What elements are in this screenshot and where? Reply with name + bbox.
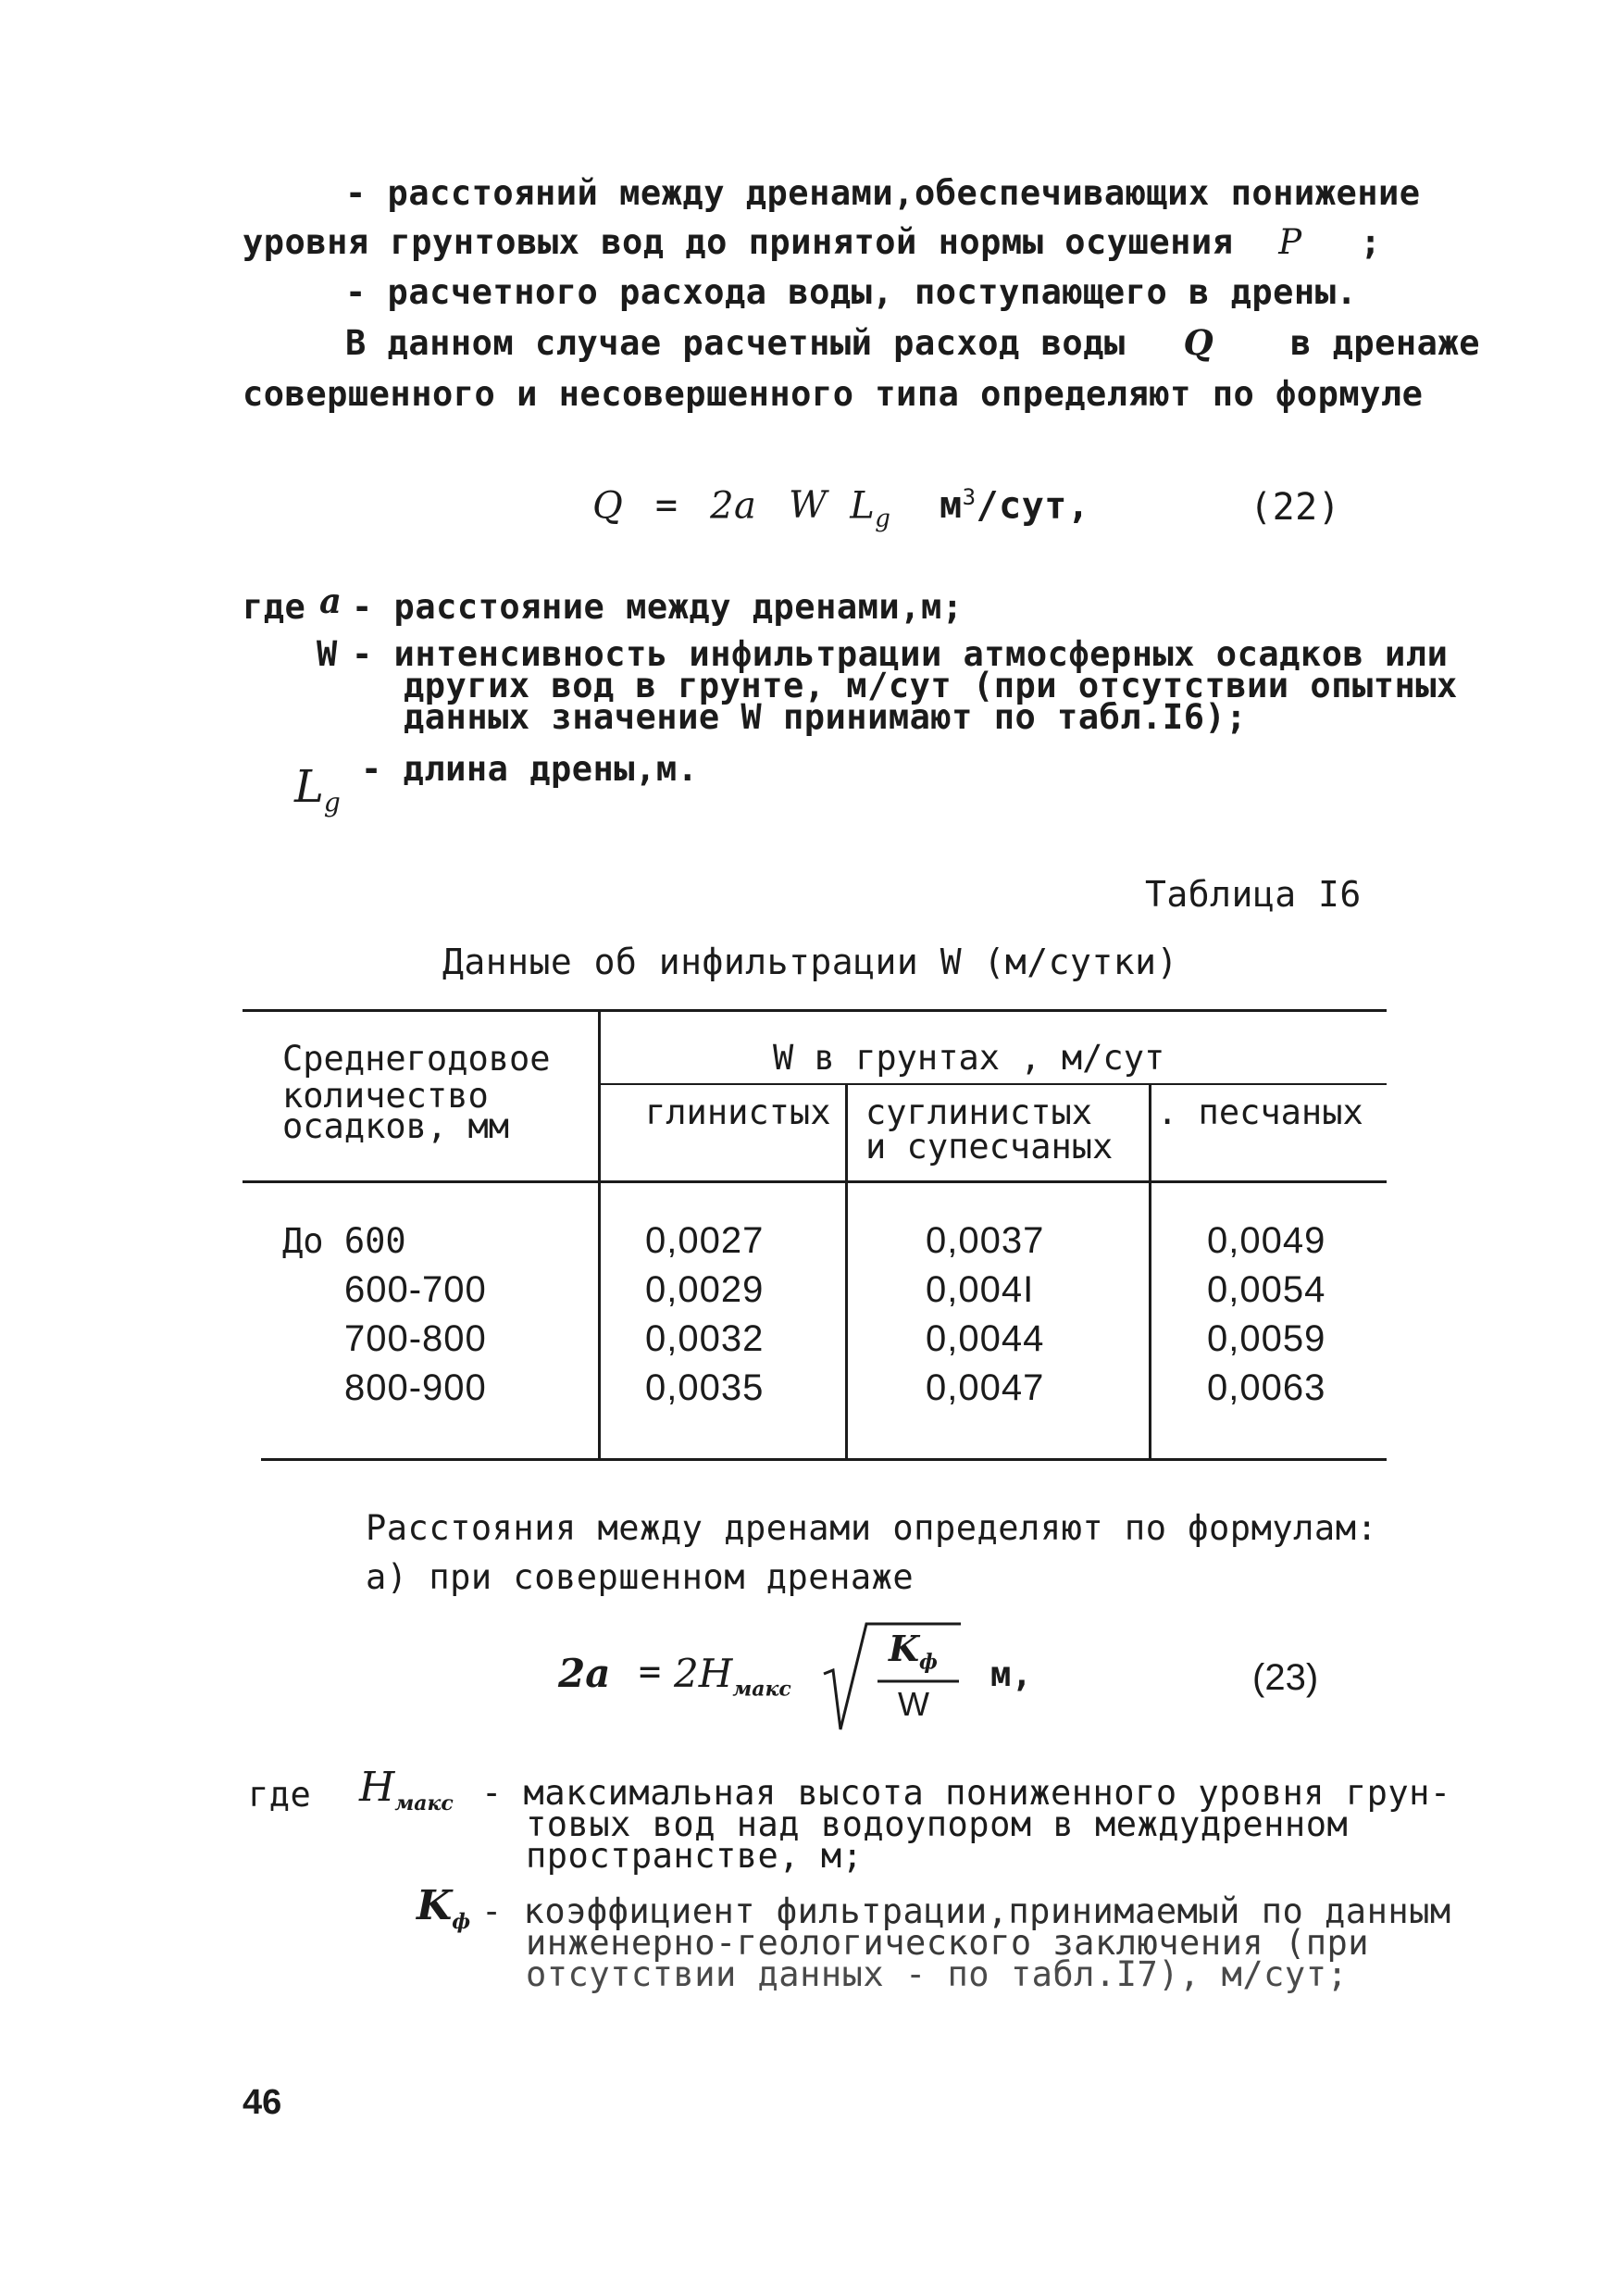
formula-23-num-letter: K	[889, 1628, 920, 1669]
row-label: 600-700	[344, 1269, 487, 1310]
formula-22-a: 2a	[710, 484, 757, 528]
table-vline-3	[1149, 1083, 1151, 1460]
table-vline-2	[845, 1083, 848, 1460]
intro-line-2	[243, 222, 1382, 262]
symbol-rho: P	[1278, 222, 1302, 262]
formula-23-number: (23)	[1252, 1657, 1319, 1698]
spacing-line-2: а) при совершенном дренаже	[366, 1557, 915, 1597]
page-number: 46	[243, 2083, 282, 2122]
table-bottom-rule	[261, 1458, 1387, 1461]
table-vline-1	[598, 1009, 601, 1460]
formula-23-lhs: 2a	[558, 1651, 611, 1696]
defs23-h-text-1: - максимальная высота пониженного уровня грун-	[481, 1773, 1451, 1813]
header-left-line-2: количество	[282, 1076, 489, 1116]
defs23-h-text-3: пространстве, м;	[526, 1836, 864, 1876]
defs22-w-text-3: данных значение W принимают по табл.I6);	[404, 697, 1248, 737]
table-cell: 0,0035	[645, 1367, 765, 1408]
spacing-line-1: Расстояния между дренами определяют по формулам:	[366, 1508, 1378, 1548]
formula-22-eq: =	[654, 484, 678, 528]
col-header-sand: . песчаных	[1157, 1092, 1363, 1132]
header-left-line-1: Среднегодовое	[282, 1039, 551, 1079]
defs22-l-text: - длина дрены,м.	[361, 749, 699, 789]
intro-line-4-text: В данном случае расчетный расход воды	[345, 323, 1126, 363]
intro-line-3: - расчетного расхода воды, поступающего в дрены.	[345, 272, 1358, 312]
defs23-h-letter: H	[359, 1764, 395, 1811]
intro-line-2-end: ;	[1360, 222, 1382, 262]
intro-line-1: - расстояний между дренами,обеспечивающих понижение	[345, 173, 1421, 213]
formula-23-denominator: W	[898, 1685, 929, 1723]
defs23-k-symbol	[417, 1882, 470, 1934]
defs22-a-symbol: a	[319, 580, 342, 621]
formula-22-unit-tail: /сут,	[976, 484, 1090, 528]
formula-22-l-sub: g	[875, 505, 891, 533]
table-cell: 0,0054	[1207, 1269, 1326, 1310]
table-cell: 0,0027	[645, 1220, 765, 1261]
row-label: 800-900	[344, 1367, 487, 1408]
defs23-k-sub: ф	[452, 1909, 471, 1934]
formula-22-number: (22)	[1250, 486, 1341, 529]
formula-22-lhs: Q	[592, 484, 624, 528]
formula-22-unit-sup: 3	[962, 484, 977, 510]
table-cell: 0,0049	[1207, 1220, 1326, 1261]
defs23-k-text-3: отсутствии данных - по табл.I7), м/сут;	[526, 1954, 1349, 1994]
intro-line-4	[345, 322, 1480, 363]
defs22-w-symbol: W	[317, 634, 338, 674]
table-cell: 0,0037	[926, 1220, 1045, 1261]
defs23-where: где	[248, 1775, 312, 1815]
formula-23-num-sub: ф	[919, 1650, 938, 1675]
defs22-w-text-1: - интенсивность инфильтрации атмосферных осадков или	[352, 634, 1449, 674]
row-label	[282, 1221, 406, 1261]
defs23-k-text-2: инженерно-геологического заключения (при	[526, 1923, 1370, 1963]
col-header-loam-2: и супесчаных	[865, 1127, 1114, 1167]
table-cell: 0,0063	[1207, 1367, 1326, 1408]
table-cell: 0,004I	[926, 1269, 1035, 1310]
header-group: W в грунтах , м/сут	[773, 1038, 1165, 1078]
table-label: Таблица I6	[1145, 874, 1362, 915]
table-cell: 0,0047	[926, 1367, 1045, 1408]
defs22-w-text-2: других вод в грунте, м/сут (при отсутствии опытных	[404, 666, 1458, 705]
defs22-a-text: - расстояние между дренами,м;	[352, 587, 964, 627]
intro-line-4-tail: в дренаже	[1290, 323, 1480, 363]
formula-22	[592, 484, 1090, 533]
table-title: Данные об инфильтрации W (м/сутки)	[442, 942, 1178, 982]
table-cell: 0,0032	[645, 1318, 765, 1359]
table-cell: 0,0029	[645, 1269, 765, 1310]
defs22-l-sub: g	[323, 787, 341, 818]
defs23-h-sub: макс	[394, 1791, 454, 1816]
table-cell: 0,0059	[1207, 1318, 1326, 1359]
col-header-loam-1: суглинистых	[865, 1092, 1093, 1132]
defs23-h-symbol	[359, 1764, 454, 1816]
col-header-clay: глинистых	[645, 1092, 831, 1132]
defs23-k-text-1: - коэффициент фильтрации,принимаемый по данным	[481, 1891, 1451, 1931]
intro-line-5: совершенного и несовершенного типа определяют по формуле	[243, 374, 1424, 414]
formula-23-numerator	[889, 1628, 938, 1675]
defs23-k-letter: K	[417, 1882, 453, 1929]
table-cell: 0,0044	[926, 1318, 1045, 1359]
formula-22-unit: м	[940, 484, 963, 528]
defs23-h-text-2: товых вод над водоупором в междудренном	[526, 1804, 1349, 1844]
table-group-rule	[598, 1083, 1387, 1085]
defs22-l-symbol	[294, 761, 341, 818]
formula-23-eq: =	[639, 1651, 662, 1693]
table-top-rule	[243, 1009, 1387, 1012]
header-left-line-3: осадков, мм	[282, 1106, 510, 1146]
symbol-q: Q	[1183, 322, 1214, 363]
formula-22-l: L	[850, 484, 876, 528]
formula-23-unit: м,	[990, 1654, 1033, 1694]
formula-23-coef-letter: 2H	[674, 1651, 733, 1696]
row-label-text: До 600	[282, 1221, 406, 1261]
row-label: 700-800	[344, 1318, 487, 1359]
table-header-rule	[243, 1180, 1387, 1183]
formula-23-coef	[674, 1651, 791, 1701]
formula-22-w: W	[788, 484, 828, 528]
formula-23-coef-sub: макс	[732, 1677, 791, 1702]
intro-line-2-text: уровня грунтовых вод до принятой нормы осушения	[243, 222, 1234, 262]
defs22-l-letter: L	[294, 761, 324, 813]
defs22-where: где	[243, 587, 306, 627]
